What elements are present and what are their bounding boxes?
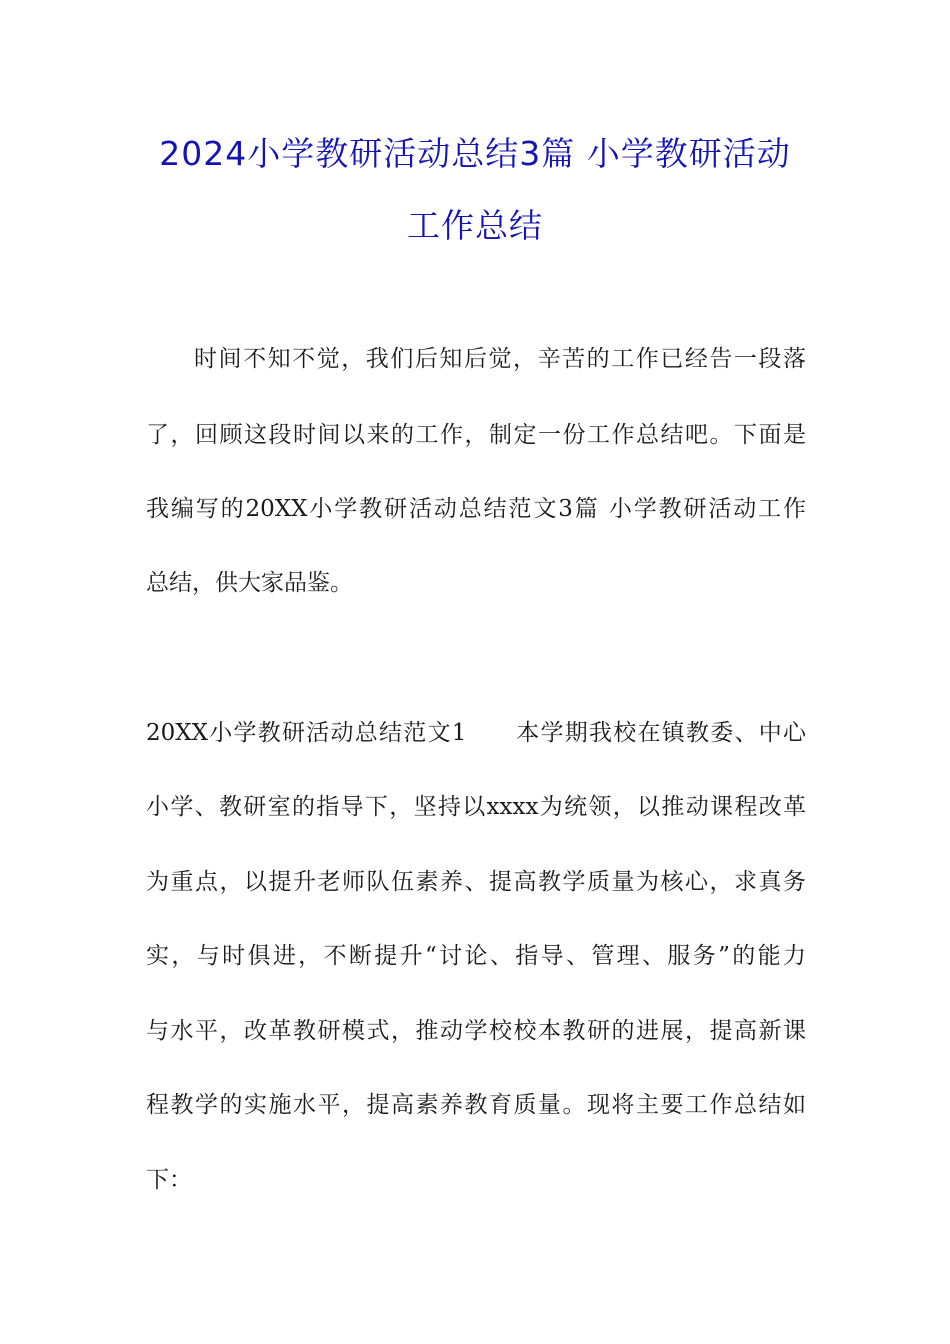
- section-1-line-4: 实，与时俱进，不断提升“讨论、指导、管理、服务”的能力: [146, 943, 806, 969]
- section-1-line-7: 下：: [146, 1167, 192, 1193]
- section-1-line-6: 程教学的实施水平，提高素养教育质量。现将主要工作总结如: [146, 1092, 806, 1118]
- section-1-line-3: 为重点，以提升老师队伍素养、提高教学质量为核心，求真务: [146, 869, 806, 895]
- intro-line-2: 了，回顾这段时间以来的工作，制定一份工作总结吧。下面是: [146, 422, 806, 448]
- section-1-line-2: 小学、教研室的指导下，坚持以xxxx为统领，以推动课程改革: [146, 794, 806, 820]
- intro-line-4: 总结，供大家品鉴。: [146, 570, 353, 596]
- intro-line-3: 我编写的20XX小学教研活动总结范文3篇 小学教研活动工作: [146, 496, 806, 522]
- section-1-line-1: 20XX小学教研活动总结范文1 本学期我校在镇教委、中心: [146, 720, 806, 746]
- intro-line-1: 时间不知不觉，我们后知后觉，辛苦的工作已经告一段落: [194, 346, 806, 372]
- document-title-line-1: 2024小学教研活动总结3篇 小学教研活动: [159, 134, 791, 173]
- document-title-line-2: 工作总结: [407, 206, 543, 245]
- section-1-line-5: 与水平，改革教研模式，推动学校校本教研的进展，提高新课: [146, 1018, 806, 1044]
